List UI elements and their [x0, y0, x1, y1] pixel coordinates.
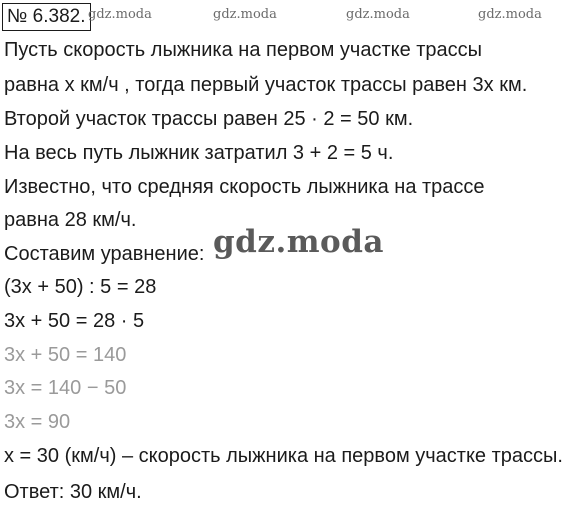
problem-number: № 6.382.	[2, 3, 91, 31]
text-line: равна 28 км/ч.	[4, 209, 137, 231]
watermark-large: gdz.moda	[213, 224, 384, 260]
watermark: gdz.moda	[346, 7, 410, 22]
answer-line: Ответ: 30 км/ч.	[4, 481, 142, 503]
watermark: gdz.moda	[478, 7, 542, 22]
text-line: На весь путь лыжник затратил 3 + 2 = 5 ч.	[4, 142, 394, 164]
equation-line: 3x + 50 = 28 · 5	[4, 310, 145, 332]
watermark: gdz.moda	[213, 7, 277, 22]
equation-line: (3x + 50) : 5 = 28	[4, 276, 157, 298]
equation-line: 3x = 140 − 50	[4, 377, 127, 399]
watermark: gdz.moda	[88, 7, 152, 22]
equation-line: 3x = 90	[4, 411, 71, 433]
text-line: Составим уравнение:	[4, 243, 205, 265]
text-line: x = 30 (км/ч) – скорость лыжника на первом участке трассы.	[4, 445, 563, 467]
equation-line: 3x + 50 = 140	[4, 344, 127, 366]
text-line: Известно, что средняя скорость лыжника на трассе	[4, 176, 485, 198]
text-line: Пусть скорость лыжника на первом участке трассы	[4, 39, 483, 61]
text-line: Второй участок трассы равен 25 · 2 = 50 км.	[4, 108, 414, 130]
text-line: равна x км/ч , тогда первый участок трассы равен 3x км.	[4, 74, 528, 96]
